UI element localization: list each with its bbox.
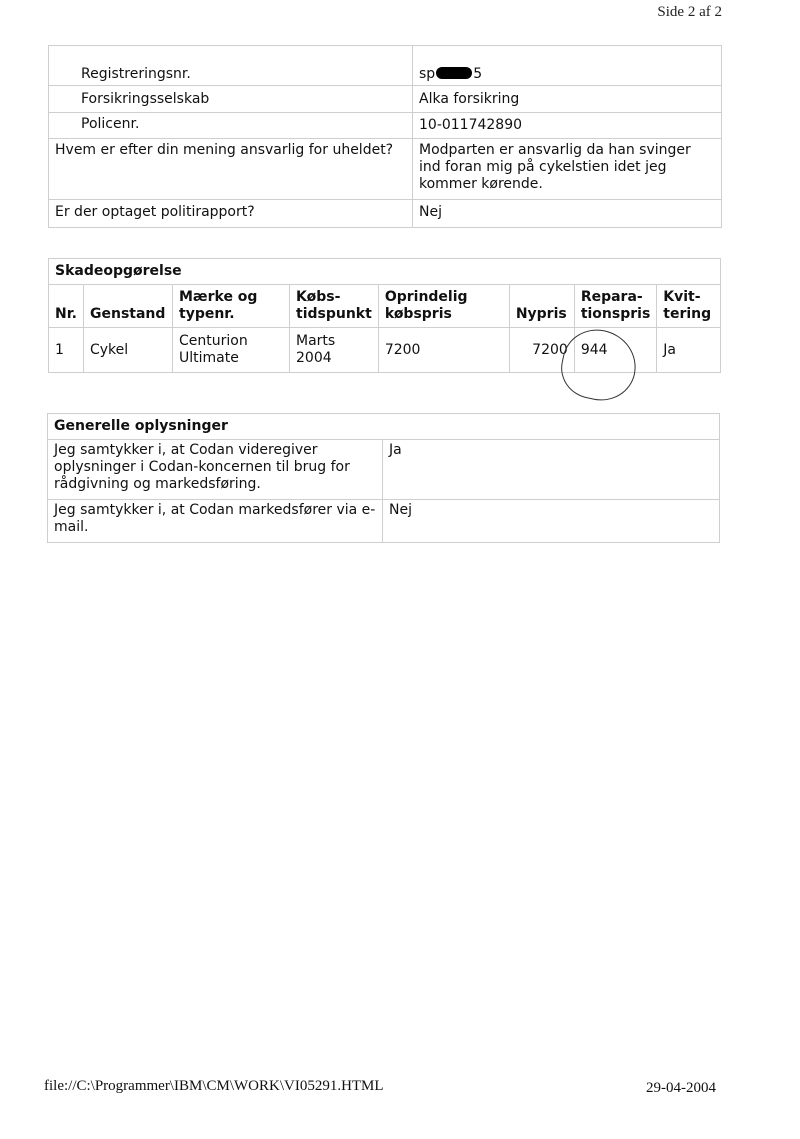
police-report-answer: Nej [413, 200, 722, 228]
general-info-table [47, 413, 720, 543]
item-receipt: Ja [657, 328, 721, 373]
policy-value: 10-011742890 [413, 113, 722, 139]
consent-question: Jeg samtykker i, at Codan videregiver oplysninger i Codan-koncernen til brug for rådgivning og markedsføring. [48, 440, 383, 500]
table-row [49, 46, 722, 86]
table-row [49, 200, 722, 228]
policy-label: Policenr. [49, 113, 413, 139]
table-row [49, 139, 722, 200]
item-repair-price: 944 [574, 328, 656, 373]
table-row [48, 500, 720, 543]
registration-suffix: 5 [473, 66, 483, 82]
consent-answer: Ja [383, 440, 720, 500]
page-number: Side 2 af 2 [657, 4, 722, 20]
item-original-price: 7200 [378, 328, 509, 373]
registration-label: Registreringsnr. [49, 46, 413, 86]
footer-file-path: file://C:\Programmer\IBM\CM\WORK\VI05291.HTML [44, 1078, 384, 1094]
table-row [49, 113, 722, 139]
column-header: Oprindelig købspris [378, 285, 509, 328]
item-brand: Centurion Ultimate [173, 328, 290, 373]
column-header: Nr. [49, 285, 84, 328]
general-info-title: Generelle oplysninger [48, 414, 720, 440]
column-header: Mærke og typenr. [173, 285, 290, 328]
item-purchase-time: Marts 2004 [290, 328, 379, 373]
consent-question: Jeg samtykker i, at Codan markedsfører via e-mail. [48, 500, 383, 543]
column-header: Nypris [509, 285, 574, 328]
police-report-question: Er der optaget politirapport? [49, 200, 413, 228]
liability-question: Hvem er efter din mening ansvarlig for uheldet? [49, 139, 413, 200]
item-new-price: 7200 [509, 328, 574, 373]
redaction-mark [436, 67, 472, 79]
column-header: Kvit-tering [657, 285, 721, 328]
registration-prefix: sp [419, 66, 436, 82]
column-header: Købs-tidspunkt [290, 285, 379, 328]
insurer-label: Forsikringsselskab [49, 86, 413, 113]
column-header-row [49, 285, 721, 328]
liability-answer: Modparten er ansvarlig da han svinger ind foran mig på cykelstien idet jeg kommer kørende. [413, 139, 722, 200]
footer-date: 29-04-2004 [646, 1080, 716, 1096]
column-header: Genstand [84, 285, 173, 328]
column-header: Repara-tionspris [574, 285, 656, 328]
insurer-value: Alka forsikring [413, 86, 722, 113]
vehicle-info-table [48, 45, 722, 228]
table-row [49, 86, 722, 113]
section-header-row [48, 414, 720, 440]
table-row [48, 440, 720, 500]
item-name: Cykel [84, 328, 173, 373]
item-number: 1 [49, 328, 84, 373]
consent-answer: Nej [383, 500, 720, 543]
registration-value [413, 46, 722, 86]
damage-settlement-title: Skadeopgørelse [49, 259, 721, 285]
section-header-row [49, 259, 721, 285]
